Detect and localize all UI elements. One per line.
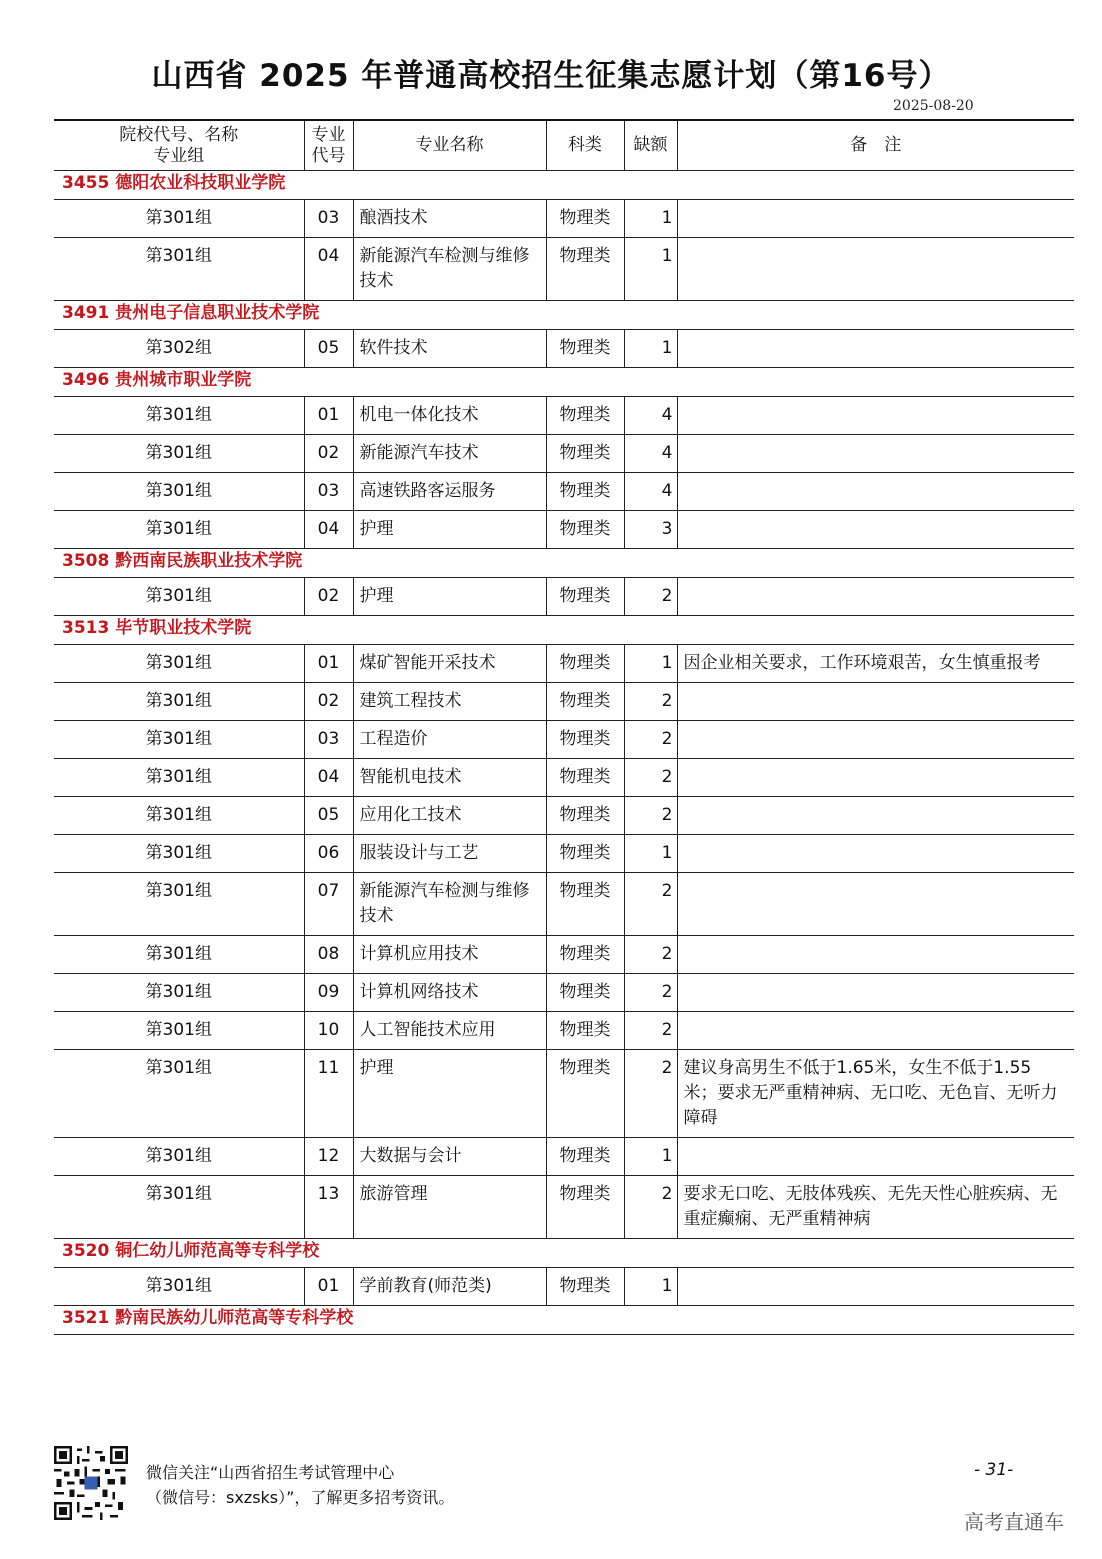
major-code: 12 <box>304 1138 353 1176</box>
major-code: 07 <box>304 873 353 936</box>
kelei-cell: 物理类 <box>546 683 624 721</box>
kelei-cell: 物理类 <box>546 936 624 974</box>
quota-cell: 4 <box>624 435 677 473</box>
kelei-cell: 物理类 <box>546 1138 624 1176</box>
quota-cell: 1 <box>624 330 677 368</box>
group-cell: 第301组 <box>54 511 304 549</box>
kelei-cell: 物理类 <box>546 873 624 936</box>
school-name: 3508 黔西南民族职业技术学院 <box>54 549 1074 578</box>
major-name: 护理 <box>353 511 546 549</box>
major-code: 08 <box>304 936 353 974</box>
major-row <box>54 330 1074 368</box>
note-cell <box>677 238 1074 301</box>
major-name: 高速铁路客运服务 <box>353 473 546 511</box>
group-cell: 第301组 <box>54 721 304 759</box>
quota-cell: 2 <box>624 974 677 1012</box>
major-code: 10 <box>304 1012 353 1050</box>
table-header <box>54 120 1074 171</box>
major-row <box>54 645 1074 683</box>
major-code: 03 <box>304 721 353 759</box>
major-name: 机电一体化技术 <box>353 397 546 435</box>
kelei-cell: 物理类 <box>546 1050 624 1138</box>
major-code: 01 <box>304 1268 353 1306</box>
footer-text <box>146 1460 454 1510</box>
major-name: 应用化工技术 <box>353 797 546 835</box>
school-row <box>54 616 1074 645</box>
note-cell: 因企业相关要求，工作环境艰苦，女生慎重报考 <box>677 645 1074 683</box>
group-cell: 第301组 <box>54 1050 304 1138</box>
major-code: 03 <box>304 473 353 511</box>
quota-cell: 2 <box>624 797 677 835</box>
kelei-cell: 物理类 <box>546 721 624 759</box>
major-row <box>54 1138 1074 1176</box>
major-row <box>54 511 1074 549</box>
note-cell <box>677 200 1074 238</box>
plan-table <box>54 119 1074 1335</box>
major-row <box>54 759 1074 797</box>
footer-line-2: （微信号：sxzsks）”，了解更多招考资讯。 <box>146 1488 455 1507</box>
major-row <box>54 974 1074 1012</box>
quota-cell: 4 <box>624 397 677 435</box>
header-kelei: 科类 <box>546 120 624 171</box>
quota-cell: 2 <box>624 759 677 797</box>
major-row <box>54 473 1074 511</box>
major-name: 软件技术 <box>353 330 546 368</box>
major-name: 计算机网络技术 <box>353 974 546 1012</box>
major-code: 13 <box>304 1176 353 1239</box>
quota-cell: 2 <box>624 721 677 759</box>
note-cell <box>677 873 1074 936</box>
quota-cell: 1 <box>624 1138 677 1176</box>
major-code: 06 <box>304 835 353 873</box>
major-name: 学前教育(师范类) <box>353 1268 546 1306</box>
major-row <box>54 1050 1074 1138</box>
note-cell <box>677 759 1074 797</box>
group-cell: 第301组 <box>54 974 304 1012</box>
quota-cell: 1 <box>624 238 677 301</box>
major-row <box>54 1012 1074 1050</box>
major-code: 02 <box>304 578 353 616</box>
group-cell: 第301组 <box>54 835 304 873</box>
school-row <box>54 549 1074 578</box>
note-cell <box>677 797 1074 835</box>
quota-cell: 1 <box>624 200 677 238</box>
school-row <box>54 1306 1074 1335</box>
group-cell: 第301组 <box>54 645 304 683</box>
kelei-cell: 物理类 <box>546 511 624 549</box>
major-name: 酿酒技术 <box>353 200 546 238</box>
major-row <box>54 797 1074 835</box>
group-cell: 第301组 <box>54 797 304 835</box>
quota-cell: 2 <box>624 936 677 974</box>
header-code: 专业 代号 <box>304 120 353 171</box>
major-name: 护理 <box>353 578 546 616</box>
major-row <box>54 1176 1074 1239</box>
school-name: 3520 铜仁幼儿师范高等专科学校 <box>54 1239 1074 1268</box>
major-row <box>54 578 1074 616</box>
kelei-cell: 物理类 <box>546 1176 624 1239</box>
kelei-cell: 物理类 <box>546 200 624 238</box>
school-row <box>54 1239 1074 1268</box>
note-cell <box>677 974 1074 1012</box>
kelei-cell: 物理类 <box>546 759 624 797</box>
qr-code-icon <box>54 1446 128 1520</box>
major-name: 计算机应用技术 <box>353 936 546 974</box>
school-name: 3513 毕节职业技术学院 <box>54 616 1074 645</box>
group-cell: 第301组 <box>54 578 304 616</box>
header-school: 院校代号、名称 专业组 <box>54 120 304 171</box>
note-cell: 建议身高男生不低于1.65米，女生不低于1.55米；要求无严重精神病、无口吃、无色盲、无听力障碍 <box>677 1050 1074 1138</box>
major-code: 04 <box>304 238 353 301</box>
major-name: 新能源汽车检测与维修技术 <box>353 873 546 936</box>
school-name: 3455 德阳农业科技职业学院 <box>54 171 1074 200</box>
group-cell: 第301组 <box>54 936 304 974</box>
major-name: 建筑工程技术 <box>353 683 546 721</box>
page-number: - 31- <box>974 1460 1014 1480</box>
kelei-cell: 物理类 <box>546 835 624 873</box>
major-code: 09 <box>304 974 353 1012</box>
major-row <box>54 435 1074 473</box>
note-cell <box>677 1138 1074 1176</box>
note-cell <box>677 1012 1074 1050</box>
quota-cell: 1 <box>624 835 677 873</box>
kelei-cell: 物理类 <box>546 974 624 1012</box>
major-code: 03 <box>304 200 353 238</box>
note-cell <box>677 511 1074 549</box>
major-name: 新能源汽车技术 <box>353 435 546 473</box>
major-code: 04 <box>304 759 353 797</box>
quota-cell: 1 <box>624 1268 677 1306</box>
quota-cell: 1 <box>624 645 677 683</box>
school-name: 3491 贵州电子信息职业技术学院 <box>54 301 1074 330</box>
header-quota: 缺额 <box>624 120 677 171</box>
note-cell <box>677 721 1074 759</box>
group-cell: 第301组 <box>54 238 304 301</box>
major-row <box>54 1268 1074 1306</box>
group-cell: 第301组 <box>54 683 304 721</box>
note-cell <box>677 578 1074 616</box>
major-code: 02 <box>304 683 353 721</box>
group-cell: 第301组 <box>54 473 304 511</box>
kelei-cell: 物理类 <box>546 238 624 301</box>
page-title: 山西省 2025 年普通高校招生征集志愿计划（第16号） <box>151 58 951 94</box>
issue-date: 2025-08-20 <box>893 98 974 114</box>
quota-cell: 2 <box>624 578 677 616</box>
group-cell: 第301组 <box>54 1268 304 1306</box>
kelei-cell: 物理类 <box>546 473 624 511</box>
major-name: 智能机电技术 <box>353 759 546 797</box>
kelei-cell: 物理类 <box>546 1012 624 1050</box>
major-row <box>54 835 1074 873</box>
quota-cell: 2 <box>624 1012 677 1050</box>
school-row <box>54 301 1074 330</box>
major-code: 01 <box>304 645 353 683</box>
major-row <box>54 873 1074 936</box>
group-cell: 第301组 <box>54 759 304 797</box>
major-name: 煤矿智能开采技术 <box>353 645 546 683</box>
quota-cell: 3 <box>624 511 677 549</box>
note-cell <box>677 435 1074 473</box>
watermark: 高考直通车 <box>964 1510 1064 1534</box>
major-name: 新能源汽车检测与维修技术 <box>353 238 546 301</box>
kelei-cell: 物理类 <box>546 797 624 835</box>
major-code: 05 <box>304 797 353 835</box>
header-note: 备 注 <box>677 120 1074 171</box>
kelei-cell: 物理类 <box>546 1268 624 1306</box>
major-code: 01 <box>304 397 353 435</box>
group-cell: 第301组 <box>54 1176 304 1239</box>
group-cell: 第301组 <box>54 1138 304 1176</box>
group-cell: 第301组 <box>54 200 304 238</box>
major-code: 11 <box>304 1050 353 1138</box>
major-name: 大数据与会计 <box>353 1138 546 1176</box>
note-cell <box>677 683 1074 721</box>
school-row <box>54 368 1074 397</box>
school-name: 3521 黔南民族幼儿师范高等专科学校 <box>54 1306 1074 1335</box>
group-cell: 第301组 <box>54 397 304 435</box>
major-row <box>54 397 1074 435</box>
major-row <box>54 936 1074 974</box>
major-name: 人工智能技术应用 <box>353 1012 546 1050</box>
major-row <box>54 238 1074 301</box>
quota-cell: 2 <box>624 873 677 936</box>
group-cell: 第301组 <box>54 435 304 473</box>
kelei-cell: 物理类 <box>546 397 624 435</box>
footer <box>54 1446 1074 1526</box>
kelei-cell: 物理类 <box>546 435 624 473</box>
major-name: 旅游管理 <box>353 1176 546 1239</box>
major-code: 02 <box>304 435 353 473</box>
major-name: 护理 <box>353 1050 546 1138</box>
footer-line-1: 微信关注“山西省招生考试管理中心 <box>146 1463 395 1482</box>
major-name: 工程造价 <box>353 721 546 759</box>
note-cell <box>677 835 1074 873</box>
major-name: 服装设计与工艺 <box>353 835 546 873</box>
note-cell <box>677 1268 1074 1306</box>
note-cell <box>677 330 1074 368</box>
note-cell: 要求无口吃、无肢体残疾、无先天性心脏疾病、无重症癫痫、无严重精神病 <box>677 1176 1074 1239</box>
kelei-cell: 物理类 <box>546 330 624 368</box>
quota-cell: 4 <box>624 473 677 511</box>
major-code: 04 <box>304 511 353 549</box>
major-code: 05 <box>304 330 353 368</box>
school-name: 3496 贵州城市职业学院 <box>54 368 1074 397</box>
group-cell: 第301组 <box>54 1012 304 1050</box>
kelei-cell: 物理类 <box>546 578 624 616</box>
header-major: 专业名称 <box>353 120 546 171</box>
quota-cell: 2 <box>624 1176 677 1239</box>
major-row <box>54 683 1074 721</box>
group-cell: 第301组 <box>54 873 304 936</box>
major-row <box>54 200 1074 238</box>
major-row <box>54 721 1074 759</box>
kelei-cell: 物理类 <box>546 645 624 683</box>
note-cell <box>677 397 1074 435</box>
quota-cell: 2 <box>624 1050 677 1138</box>
note-cell <box>677 473 1074 511</box>
group-cell: 第302组 <box>54 330 304 368</box>
quota-cell: 2 <box>624 683 677 721</box>
note-cell <box>677 936 1074 974</box>
school-row <box>54 171 1074 200</box>
